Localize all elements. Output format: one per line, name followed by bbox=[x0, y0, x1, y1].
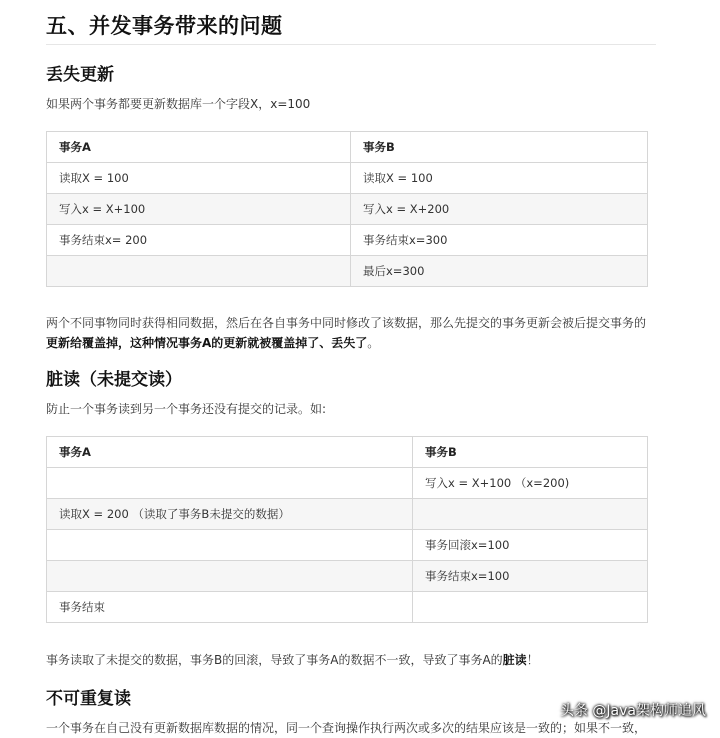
dirty-read-table bbox=[46, 436, 648, 623]
table-cell: 事务结束x=300 bbox=[351, 225, 648, 256]
table-header: 事务A bbox=[47, 132, 351, 163]
table-cell: 最后x=300 bbox=[351, 256, 648, 287]
table-row bbox=[47, 163, 648, 194]
table-cell: 事务回滚x=100 bbox=[413, 530, 648, 561]
section-title: 五、并发事务带来的问题 bbox=[46, 14, 283, 38]
watermark: 头条 @Java架构师追风 bbox=[559, 703, 706, 719]
non-repeatable-heading: 不可重复读 bbox=[46, 689, 131, 709]
table-cell: 事务结束 bbox=[47, 592, 413, 623]
table-header: 事务B bbox=[351, 132, 648, 163]
table-row bbox=[47, 194, 648, 225]
section-title-divider bbox=[46, 44, 656, 45]
table-row bbox=[47, 530, 648, 561]
non-repeatable-intro: 一个事务在自己没有更新数据库数据的情况，同一个查询操作执行两次或多次的结果应该是一致的；如果不一致， bbox=[46, 721, 647, 735]
table-cell: 事务结束x=100 bbox=[413, 561, 648, 592]
table-header: 事务A bbox=[47, 437, 413, 468]
dirty-read-term: 脏读 bbox=[502, 653, 527, 667]
table-cell: 写入x = X+100 （x=200) bbox=[413, 468, 648, 499]
lost-update-heading: 丢失更新 bbox=[46, 65, 114, 85]
lost-update-conclusion-line2 bbox=[46, 333, 666, 353]
dirty-read-conclusion-end: ！ bbox=[526, 653, 539, 667]
table-header: 事务B bbox=[413, 437, 648, 468]
table-cell: 写入x = X+100 bbox=[47, 194, 351, 225]
table-cell bbox=[47, 561, 413, 592]
table-cell bbox=[47, 530, 413, 561]
dirty-read-intro: 防止一个事务读到另一个事务还没有提交的记录。如: bbox=[46, 402, 327, 416]
table-row bbox=[47, 592, 648, 623]
table-cell: 事务结束x= 200 bbox=[47, 225, 351, 256]
table-row bbox=[47, 468, 648, 499]
lost-update-conclusion-line1: 两个不同事物同时获得相同数据，然后在各自事务中同时修改了该数据，那么先提交的事务更新会被后提交事务的 bbox=[46, 316, 647, 330]
lost-update-conclusion-end: 。 bbox=[367, 336, 380, 350]
table-cell bbox=[413, 592, 648, 623]
table-cell bbox=[47, 256, 351, 287]
table-cell: 读取X = 100 bbox=[47, 163, 351, 194]
table-cell: 写入x = X+200 bbox=[351, 194, 648, 225]
table-row bbox=[47, 499, 648, 530]
lost-update-conclusion bbox=[46, 313, 666, 353]
table-cell bbox=[413, 499, 648, 530]
lost-update-conclusion-bold: 更新给覆盖掉，这种情况事务A的更新就被覆盖掉了、丢失了 bbox=[46, 336, 368, 350]
dirty-read-conclusion bbox=[46, 650, 666, 670]
dirty-read-heading: 脏读（未提交读） bbox=[46, 370, 182, 390]
table-cell: 读取X = 100 bbox=[351, 163, 648, 194]
table-row bbox=[47, 256, 648, 287]
table-cell: 读取X = 200 （读取了事务B未提交的数据） bbox=[47, 499, 413, 530]
lost-update-table bbox=[46, 131, 648, 287]
dirty-read-conclusion-text: 事务读取了未提交的数据，事务B的回滚，导致了事务A的数据不一致，导致了事务A的 bbox=[46, 653, 503, 667]
table-row bbox=[47, 561, 648, 592]
lost-update-intro: 如果两个事务都要更新数据库一个字段X，x=100 bbox=[46, 97, 311, 111]
table-row bbox=[47, 225, 648, 256]
table-cell bbox=[47, 468, 413, 499]
